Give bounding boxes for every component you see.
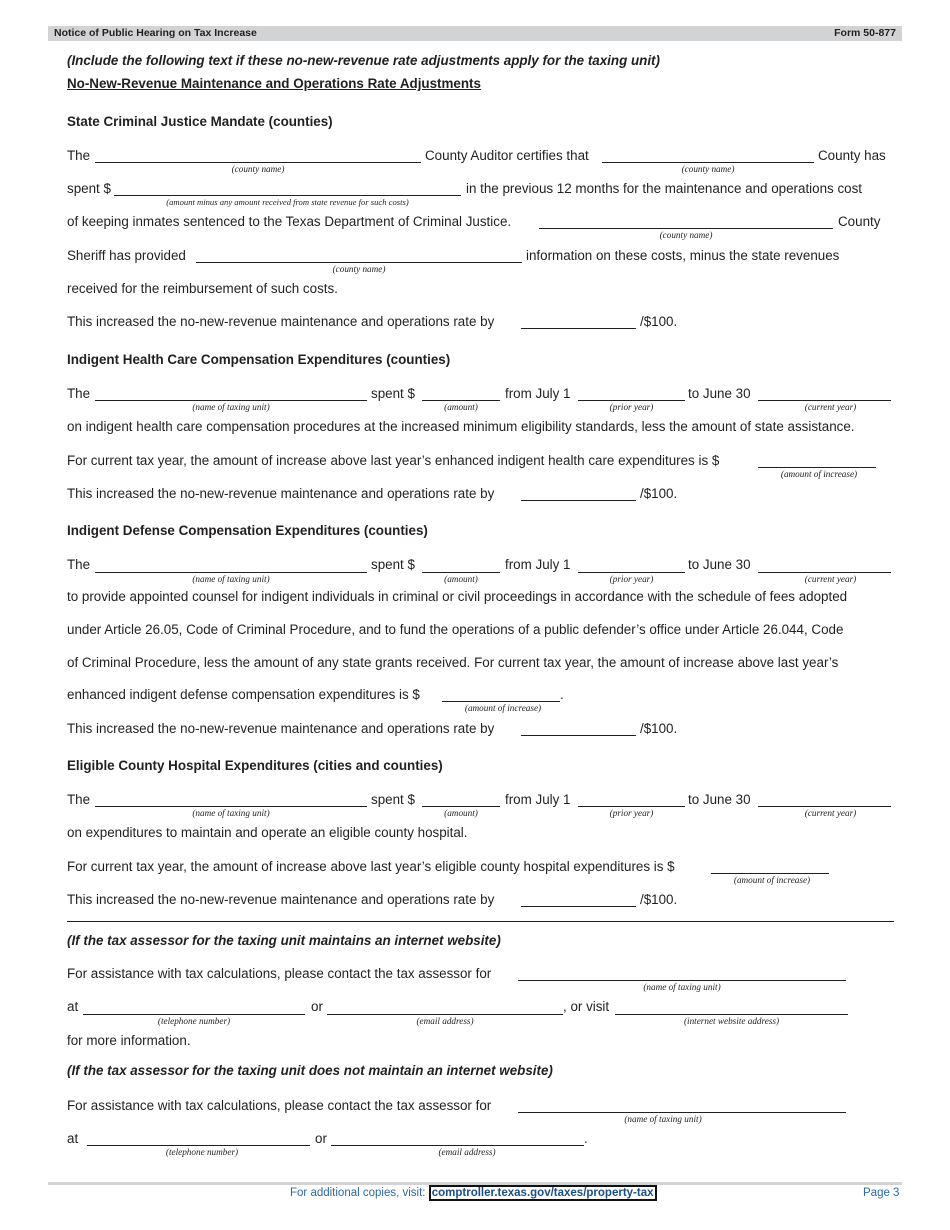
scj-the: The: [67, 148, 91, 163]
scj-sheriff-text: Sheriff has provided: [67, 248, 186, 263]
ihc-line2: on indigent health care compensation procedures at the increased minimum eligibility standards, less the amount of state assistance.: [67, 419, 855, 434]
ihc-taxing-unit-caption: (name of taxing unit): [192, 402, 270, 412]
intro-heading: No-New-Revenue Maintenance and Operations Rate Adjustments: [67, 76, 481, 91]
noweb-taxing-unit-field[interactable]: [518, 1112, 846, 1113]
web-website-caption: (internet website address): [683, 1016, 780, 1026]
ihc-prior-year-caption: (prior year): [609, 402, 654, 412]
idc-current-year-field[interactable]: [758, 572, 891, 573]
scj-auditor-text: County Auditor certifies that: [425, 148, 589, 163]
idc-current-year-caption: (current year): [804, 574, 857, 584]
ech-current-year-caption: (current year): [804, 808, 857, 818]
idc-taxing-unit-field[interactable]: [95, 572, 367, 573]
scj-county-name-field-4[interactable]: [196, 262, 522, 263]
ihc-current-year-field[interactable]: [758, 400, 891, 401]
idc-line3: under Article 26.05, Code of Criminal Procedure, and to fund the operations of a public defender’s office under Article 26.044, Code: [67, 622, 844, 637]
idc-the: The: [67, 557, 91, 572]
idc-to-june: to June 30: [688, 557, 751, 572]
idc-heading: Indigent Defense Compensation Expenditures (counties): [67, 523, 428, 538]
idc-increase-field[interactable]: [442, 701, 560, 702]
footer-label: For additional copies, visit:: [290, 1187, 426, 1199]
ech-the: The: [67, 792, 91, 807]
ihc-rate-text: This increased the no-new-revenue maintenance and operations rate by: [67, 486, 495, 501]
form-title: Notice of Public Hearing on Tax Increase: [54, 27, 257, 39]
idc-period: .: [560, 687, 564, 702]
web-telephone-field[interactable]: [83, 1014, 305, 1015]
idc-increase-caption: (amount of increase): [464, 703, 542, 713]
ech-spent: spent $: [371, 792, 415, 807]
web-taxing-unit-caption: (name of taxing unit): [643, 982, 721, 992]
footer-text: [290, 1187, 657, 1199]
intro-instruction: (Include the following text if these no-new-revenue rate adjustments apply for the taxing unit): [67, 53, 660, 68]
ihc-per100: /$100.: [640, 486, 678, 501]
ihc-increase-caption: (amount of increase): [780, 469, 858, 479]
idc-rate-field[interactable]: [521, 735, 636, 736]
ech-per100: /$100.: [640, 892, 678, 907]
scj-previous-text: in the previous 12 months for the maintenance and operations cost: [466, 181, 863, 196]
idc-rate-text: This increased the no-new-revenue maintenance and operations rate by: [67, 721, 495, 736]
idc-prior-year-field[interactable]: [578, 572, 685, 573]
web-heading: (If the tax assessor for the taxing unit maintains an internet website): [67, 933, 501, 948]
ihc-amount-caption: (amount): [444, 402, 478, 412]
ech-from-july: from July 1: [505, 792, 571, 807]
scj-amount-caption: (amount minus any amount received from state revenue for such costs): [166, 197, 409, 207]
ech-to-june: to June 30: [688, 792, 751, 807]
ihc-amount-field[interactable]: [422, 400, 500, 401]
web-more-info: for more information.: [67, 1033, 191, 1048]
idc-amount-caption: (amount): [444, 574, 478, 584]
web-website-field[interactable]: [615, 1014, 848, 1015]
ihc-the: The: [67, 386, 91, 401]
ech-taxing-unit-caption: (name of taxing unit): [192, 808, 270, 818]
scj-amount-field[interactable]: [114, 195, 461, 196]
web-taxing-unit-field[interactable]: [518, 980, 846, 981]
scj-county-name-field[interactable]: [95, 162, 421, 163]
ech-current-year-field[interactable]: [758, 806, 891, 807]
ihc-prior-year-field[interactable]: [578, 400, 685, 401]
idc-line4: of Criminal Procedure, less the amount of any state grants received. For current tax year, the amount of increase above last year’s: [67, 655, 839, 670]
ihc-line3: For current tax year, the amount of increase above last year’s enhanced indigent health care expenditures is $: [67, 453, 720, 468]
scj-county-caption-4: (county name): [332, 264, 386, 274]
ihc-rate-field[interactable]: [521, 500, 636, 501]
ihc-current-year-caption: (current year): [804, 402, 857, 412]
scj-per100: /$100.: [640, 314, 678, 329]
web-at: at: [67, 999, 79, 1014]
scj-rate-text: This increased the no-new-revenue maintenance and operations rate by: [67, 314, 495, 329]
ech-taxing-unit-field[interactable]: [95, 806, 367, 807]
idc-line2: to provide appointed counsel for indigent individuals in criminal or civil proceedings in accordance with the schedule of fees adopted: [67, 589, 848, 604]
noweb-taxing-unit-caption: (name of taxing unit): [624, 1114, 702, 1124]
ihc-from-july: from July 1: [505, 386, 571, 401]
scj-heading: State Criminal Justice Mandate (counties): [67, 114, 333, 129]
ihc-increase-field[interactable]: [758, 467, 876, 468]
idc-amount-field[interactable]: [422, 572, 500, 573]
idc-prior-year-caption: (prior year): [609, 574, 654, 584]
idc-from-july: from July 1: [505, 557, 571, 572]
ihc-taxing-unit-field[interactable]: [95, 400, 367, 401]
scj-county-caption: (county name): [231, 164, 285, 174]
noweb-heading: (If the tax assessor for the taxing unit does not maintain an internet website): [67, 1063, 553, 1078]
noweb-telephone-field[interactable]: [87, 1145, 310, 1146]
scj-county-caption-3: (county name): [659, 230, 713, 240]
ech-amount-field[interactable]: [422, 806, 500, 807]
ech-prior-year-caption: (prior year): [609, 808, 654, 818]
section-divider: [67, 921, 894, 922]
ech-rate-field[interactable]: [521, 906, 636, 907]
scj-county-has: County has: [818, 148, 886, 163]
scj-spent: spent $: [67, 181, 111, 196]
idc-spent: spent $: [371, 557, 415, 572]
noweb-email-field[interactable]: [331, 1145, 584, 1146]
ihc-heading: Indigent Health Care Compensation Expenditures (counties): [67, 352, 451, 367]
scj-received-text: received for the reimbursement of such costs.: [67, 281, 338, 296]
scj-county-caption-2: (county name): [681, 164, 735, 174]
scj-keeping-text: of keeping inmates sentenced to the Texas Department of Criminal Justice.: [67, 214, 512, 229]
noweb-telephone-caption: (telephone number): [165, 1147, 239, 1157]
web-contact-text: For assistance with tax calculations, please contact the tax assessor for: [67, 966, 492, 981]
idc-per100: /$100.: [640, 721, 678, 736]
ech-amount-caption: (amount): [444, 808, 478, 818]
ihc-spent: spent $: [371, 386, 415, 401]
web-telephone-caption: (telephone number): [157, 1016, 231, 1026]
scj-county-name-field-3[interactable]: [539, 228, 833, 229]
idc-line5: enhanced indigent defense compensation expenditures is $: [67, 687, 420, 702]
noweb-period: .: [584, 1131, 588, 1146]
idc-taxing-unit-caption: (name of taxing unit): [192, 574, 270, 584]
scj-county-word: County: [838, 214, 881, 229]
noweb-at: at: [67, 1131, 79, 1146]
web-or: or: [311, 999, 323, 1014]
ech-prior-year-field[interactable]: [578, 806, 685, 807]
web-email-caption: (email address): [416, 1016, 474, 1026]
ech-increase-field[interactable]: [711, 873, 829, 874]
noweb-contact-text: For assistance with tax calculations, please contact the tax assessor for: [67, 1098, 492, 1113]
header-bar: [48, 26, 902, 41]
footer-link[interactable]: comptroller.texas.gov/taxes/property-tax: [429, 1185, 657, 1201]
page-number: Page 3: [863, 1187, 900, 1199]
scj-rate-field[interactable]: [521, 328, 636, 329]
scj-info-text: information on these costs, minus the state revenues: [526, 248, 840, 263]
ech-rate-text: This increased the no-new-revenue maintenance and operations rate by: [67, 892, 495, 907]
ech-increase-caption: (amount of increase): [733, 875, 811, 885]
ihc-to-june: to June 30: [688, 386, 751, 401]
form-number: Form 50-877: [834, 27, 896, 39]
web-email-field[interactable]: [327, 1014, 563, 1015]
ech-line3: For current tax year, the amount of increase above last year’s eligible county hospital expenditures is $: [67, 859, 675, 874]
web-or-visit: , or visit: [563, 999, 610, 1014]
ech-line2: on expenditures to maintain and operate an eligible county hospital.: [67, 825, 468, 840]
noweb-or: or: [315, 1131, 327, 1146]
scj-county-name-field-2[interactable]: [602, 162, 814, 163]
noweb-email-caption: (email address): [438, 1147, 496, 1157]
ech-heading: Eligible County Hospital Expenditures (cities and counties): [67, 758, 443, 773]
